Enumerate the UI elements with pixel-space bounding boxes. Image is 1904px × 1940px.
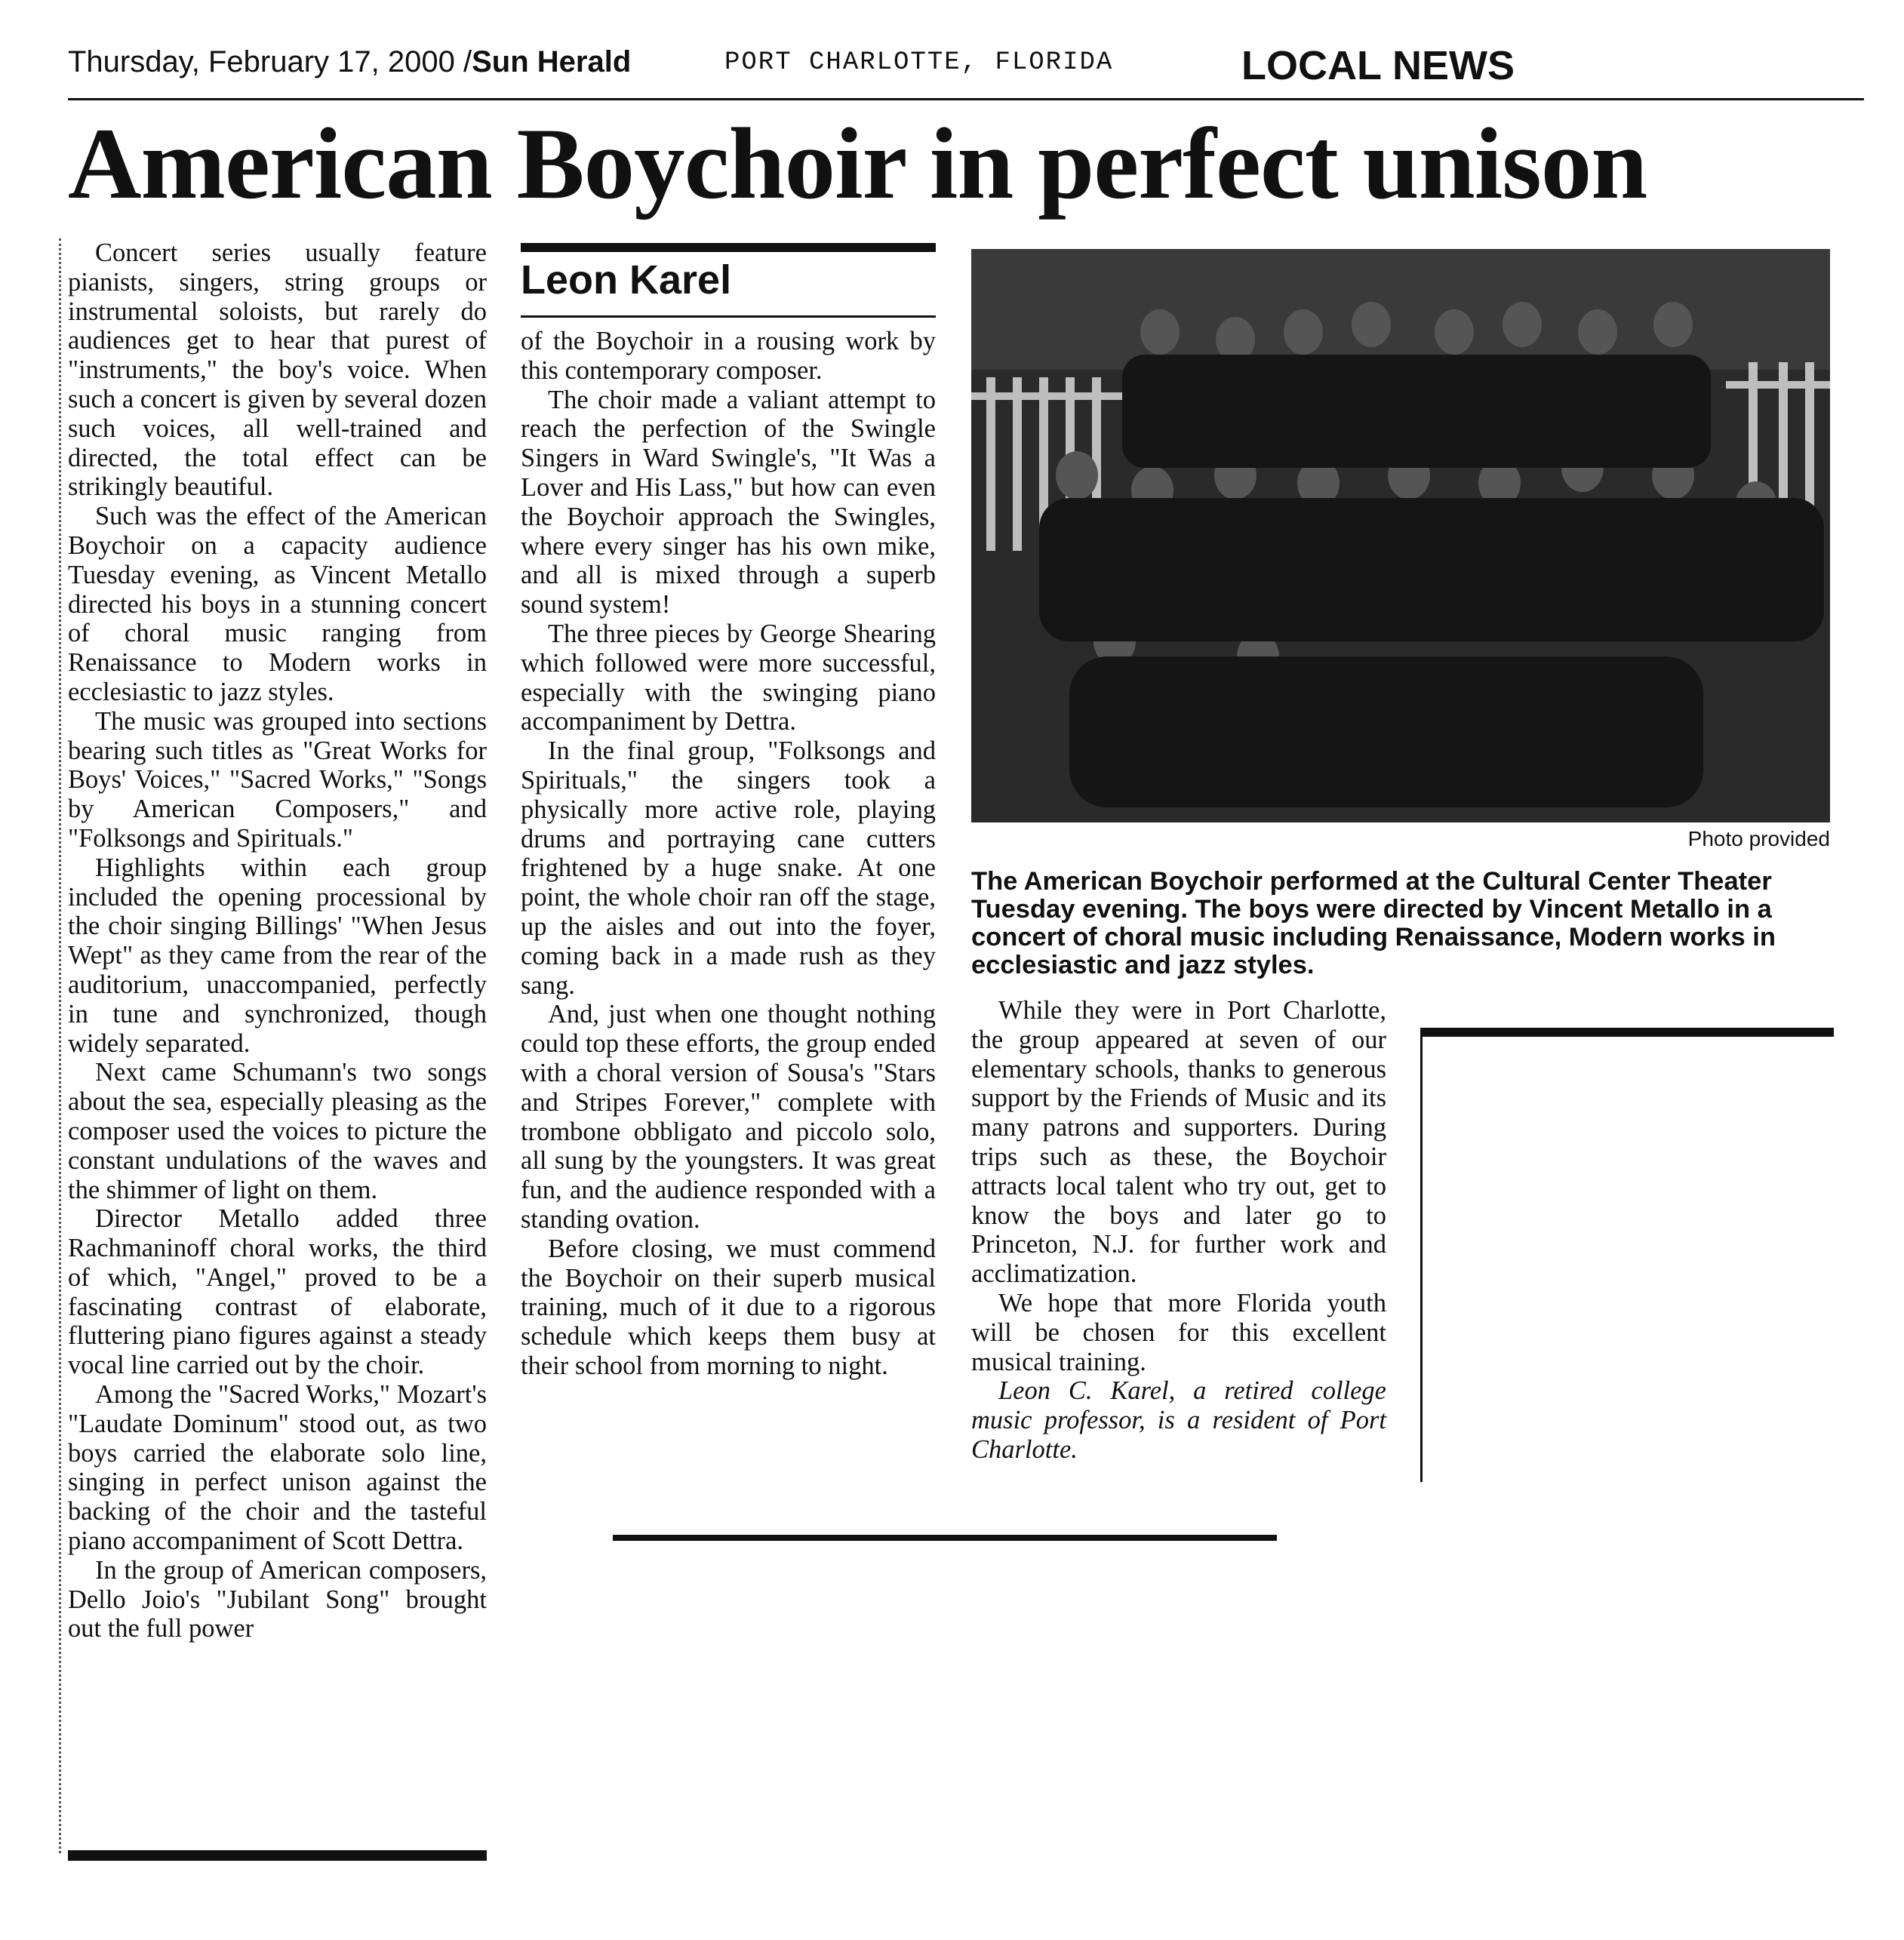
empty-box-frame	[1420, 1028, 1834, 1482]
section-title: LOCAL NEWS	[1241, 43, 1515, 88]
paragraph: Next came Schumann's two songs about the sea, especially pleasing as the composer used the voices to picture the constant undulations of the waves and the shimmer of light on them.	[68, 1058, 487, 1204]
paragraph: Before closing, we must commend the Boychoir on their superb musical training, much of it due to a rigorous schedule which keeps them busy at their school from morning to night.	[521, 1234, 936, 1380]
paragraph: Director Metallo added three Rachmaninoff choral works, the third of which, "Angel," proved to be a fascinating contrast of elaborate, fluttering piano figures against a steady vocal line carried out by the choir.	[68, 1204, 487, 1380]
column-rule	[68, 1850, 487, 1861]
paragraph: And, just when one thought nothing could top these efforts, the group ended with a choral version of Sousa's "Stars and Stripes Forever," complete with trombone obbligato and piccolo solo, all sung by the youngsters. It was great fun, and the audience responded with a standing ovation.	[521, 1000, 936, 1234]
paper-name: Sun Herald	[472, 45, 632, 78]
article-column-1	[68, 238, 487, 1643]
paragraph: We hope that more Florida youth will be chosen for this excellent musical training.	[971, 1288, 1386, 1376]
choir-photo-image	[971, 249, 1830, 822]
bottom-rule	[613, 1535, 1277, 1541]
headline: American Boychoir in perfect unison	[68, 108, 1647, 220]
byline-rule-bottom	[521, 315, 936, 318]
article-column-2	[521, 327, 936, 1381]
scan-margin-marks	[59, 238, 63, 1853]
paragraph: Highlights within each group included the opening processional by the choir singing Billings' "When Jesus Wept" as they came from the rear of the auditorium, unaccompanied, perfectly in tune and synchronized, though widely separated.	[68, 853, 487, 1058]
article-column-3	[971, 996, 1386, 1465]
paragraph: Such was the effect of the American Boychoir on a capacity audience Tuesday evening, as Vincent Metallo directed his boys in a stunning concert of choral music ranging from Renaissance to Modern works in ecclesiastic to jazz styles.	[68, 502, 487, 706]
author-signoff: Leon C. Karel, a retired college music professor, is a resident of Port Charlotte.	[971, 1376, 1386, 1464]
paragraph: While they were in Port Charlotte, the group appeared at seven of our elementary schools, thanks to generous support by the Friends of Music and its many patrons and supporters. During trips such as these, the Boychoir attracts local talent who try out, get to know the boys and later go to Princeton, N.J. for further work and acclimatization.	[971, 996, 1386, 1289]
photo-credit: Photo provided	[1687, 827, 1830, 850]
photo-caption: The American Boychoir performed at the Cultural Center Theater Tuesday evening. The boys were directed by Vincent Metallo in a concert of choral music including Renaissance, Modern works in ecclesiastic and jazz styles.	[971, 867, 1776, 979]
paragraph: Concert series usually feature pianists, singers, string groups or instrumental soloists, but rarely do audiences get to hear that purest of "instruments," the boy's voice. When such a concert is given by several dozen such voices, all well-trained and directed, the total effect can be strikingly beautiful.	[68, 238, 487, 502]
paragraph: of the Boychoir in a rousing work by this contemporary composer.	[521, 327, 936, 385]
issue-date: Thursday, February 17, 2000 /	[68, 45, 472, 78]
byline: Leon Karel	[521, 257, 732, 303]
paragraph: The choir made a valiant attempt to reach the perfection of the Swingle Singers in Ward Swingle's, "It Was a Lover and His Lass," but how can even the Boychoir approach the Swingles, where every singer has his own mike, and all is mixed through a superb sound system!	[521, 385, 936, 620]
paragraph: The three pieces by George Shearing which followed were more successful, especially with the swinging piano accompaniment by Dettra.	[521, 619, 936, 736]
paragraph: Among the "Sacred Works," Mozart's "Laudate Dominum" stood out, as two boys carried the elaborate solo line, singing in perfect unison against the backing of the choir and the tasteful piano accompaniment of Scott Dettra.	[68, 1380, 487, 1556]
masthead	[68, 45, 1864, 100]
paragraph: The music was grouped into sections bearing such titles as "Great Works for Boys' Voices," "Sacred Works," "Songs by American Composers," and "Folksongs and Spirituals."	[68, 706, 487, 853]
paragraph: In the group of American composers, Dello Joio's "Jubilant Song" brought out the full power	[68, 1555, 487, 1643]
paragraph: In the final group, "Folksongs and Spirituals," the singers took a physically more active role, playing drums and portraying cane cutters frightened by a huge snake. At one point, the whole choir ran off the stage, up the aisles and out into the foyer, coming back in a made rush as they sang.	[521, 736, 936, 1000]
masthead-date-paper	[68, 45, 631, 79]
choir-photo	[971, 249, 1830, 822]
dateline-location: PORT CHARLOTTE, FLORIDA	[724, 48, 1114, 77]
byline-rule-top	[521, 243, 936, 252]
